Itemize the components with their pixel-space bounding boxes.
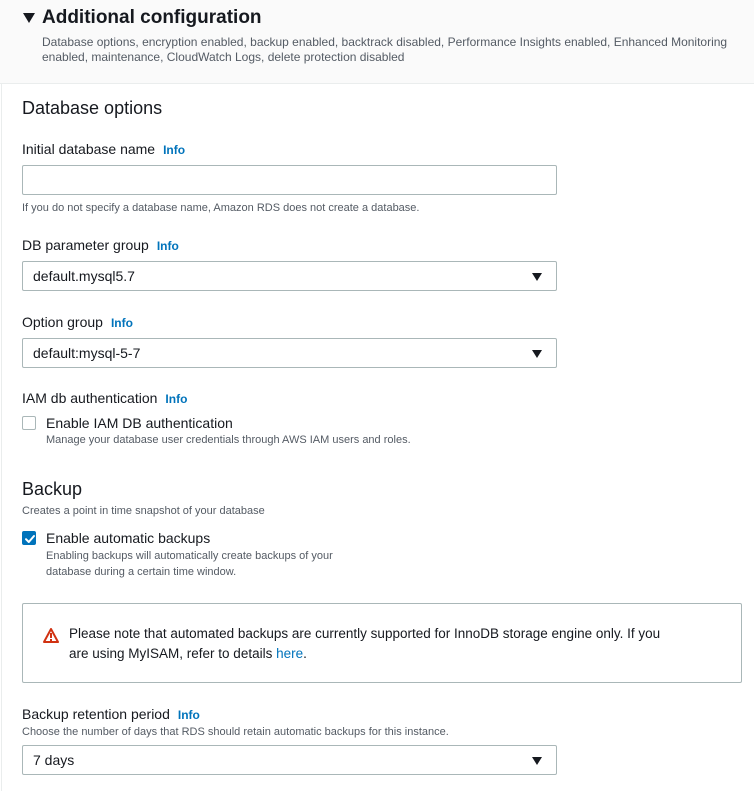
warning-line2-suffix: .: [303, 646, 307, 661]
initial-db-name-label: [22, 141, 185, 157]
database-options-title: Database options: [22, 98, 163, 118]
additional-configuration-header[interactable]: [0, 0, 754, 84]
option-group-label-text: Option group: [22, 314, 103, 330]
parameter-group-label: [22, 237, 179, 253]
info-link[interactable]: Info: [156, 239, 179, 253]
caret-down-icon[interactable]: [23, 13, 35, 23]
backup-title: Backup: [22, 479, 83, 499]
info-link[interactable]: Info: [165, 392, 188, 406]
info-link[interactable]: Info: [163, 143, 186, 157]
initial-db-name-label-text: Initial database name: [22, 141, 156, 157]
auto-backup-checkbox[interactable]: [22, 531, 36, 545]
warning-line2-prefix: are using MyISAM, refer to details: [69, 646, 277, 661]
panel-left-border: [1, 84, 2, 791]
dropdown-arrow-icon: [532, 757, 542, 765]
dropdown-arrow-icon: [532, 273, 542, 281]
iam-auth-checkbox-desc: Manage your database user credentials through AWS IAM users and roles.: [46, 434, 411, 446]
initial-db-name-hint: If you do not specify a database name, Amazon RDS does not create a database.: [22, 202, 420, 214]
option-group-label: [22, 314, 133, 330]
warning-message: [69, 624, 729, 664]
details-link[interactable]: here: [276, 646, 304, 661]
auto-backup-desc-line1: Enabling backups will automatically create backups of your: [46, 550, 333, 562]
parameter-group-value: default.mysql5.7: [33, 268, 135, 284]
backup-subtitle: Creates a point in time snapshot of your database: [22, 505, 265, 517]
option-group-value: default:mysql-5-7: [33, 345, 141, 361]
auto-backup-checkbox-label[interactable]: Enable automatic backups: [46, 530, 211, 546]
section-summary: Database options, encryption enabled, backup enabled, backtrack disabled, Performance Insights enabled, Enhanced Monitoring enabled, maintenance, CloudWatch Logs, delete protection disabled: [42, 35, 728, 64]
option-group-select[interactable]: [22, 338, 557, 368]
retention-period-value: 7 days: [33, 752, 75, 768]
info-link[interactable]: Info: [177, 708, 200, 722]
warning-icon: [43, 628, 59, 643]
retention-period-select[interactable]: [22, 745, 557, 775]
retention-hint: Choose the number of days that RDS should retain automatic backups for this instance.: [22, 726, 449, 738]
warning-line1: Please note that automated backups are currently supported for InnoDB storage engine only. If you: [69, 626, 661, 641]
parameter-group-select[interactable]: [22, 261, 557, 291]
initial-db-name-input[interactable]: [22, 165, 557, 195]
parameter-group-label-text: DB parameter group: [22, 237, 149, 253]
section-title[interactable]: Additional configuration: [42, 7, 262, 28]
auto-backup-desc-line2: database during a certain time window.: [46, 566, 237, 578]
dropdown-arrow-icon: [532, 350, 542, 358]
checkmark-icon: [24, 533, 36, 545]
iam-auth-label-text: IAM db authentication: [22, 390, 158, 406]
innodb-warning-alert: [22, 603, 742, 683]
info-link[interactable]: Info: [110, 316, 133, 330]
retention-label-text: Backup retention period: [22, 706, 170, 722]
retention-label: [22, 706, 200, 722]
iam-auth-label: [22, 390, 187, 406]
iam-auth-checkbox[interactable]: [22, 416, 36, 430]
iam-auth-checkbox-label[interactable]: Enable IAM DB authentication: [46, 415, 233, 431]
